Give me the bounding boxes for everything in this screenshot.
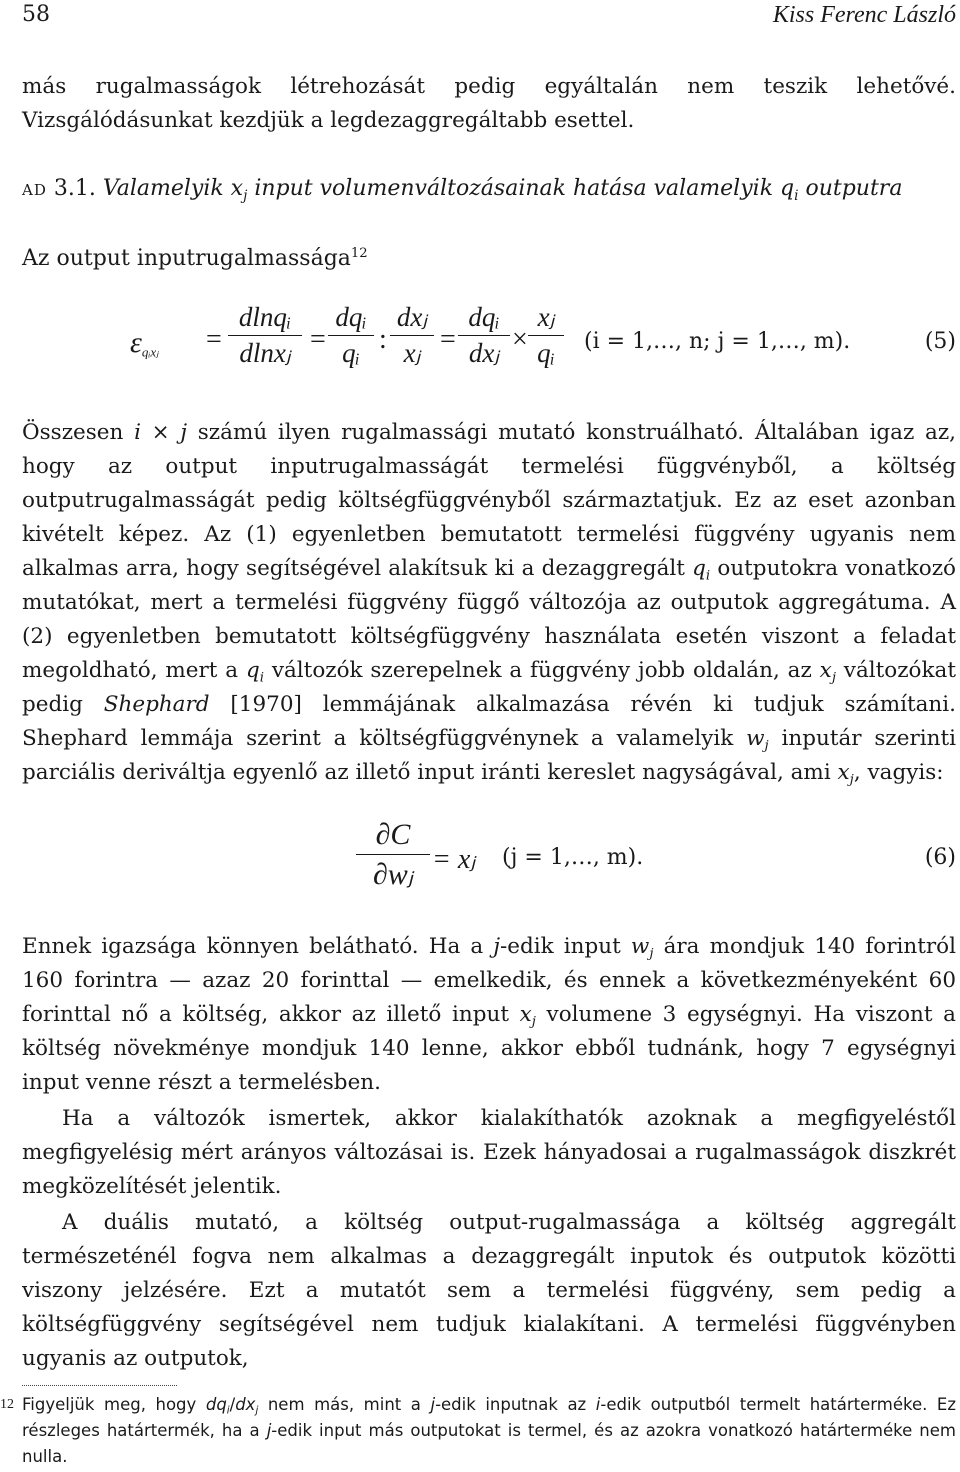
eq5-fraction-3: dxⱼ xⱼ (390, 302, 434, 369)
eq5-number: (5) (924, 329, 956, 354)
eq5-epsilon: $\varepsilon_{qᵢxⱼ}$ (130, 326, 159, 360)
eq6-number: (6) (924, 845, 956, 870)
intro-paragraph: más rugalmasságok létrehozását pedig egyáltalán nem teszik lehetővé. Vizsgálódásunkat kezdjük a legdezaggregáltabb esettel. (22, 74, 956, 133)
equation-6 (22, 818, 956, 908)
footnote-ref: 12 (350, 246, 368, 262)
footnote-divider (22, 1385, 177, 1386)
paragraph-4: A duális mutató, a költség output-rugalmassága a költség aggregált természeténél fogva nem alkalmas a dezaggregált inputok és outputok közötti viszony jelzésére. Ezt a mutatót sem a termelési függvény, sem pedig a költségfüggvény segítségével nem tudjuk kialakítani. A termelési függvényben ugyanis az outputok, (22, 1210, 956, 1371)
footnote-12: 12 Figyeljük meg, hogy $dq_i/dx_j$ nem más, mint a j-edik inputnak az i-edik outputból termelt határterméke. Ez részleges határtermék, ha a j-edik input más outputokat is termel, és az azokra vonatkozó határterméke nem nulla. (22, 1392, 956, 1470)
running-head-author: Kiss Ferenc László (772, 2, 956, 28)
section-title: Valamelyik $x_j$ input volumenváltozásainak hatása valamelyik $q_i$ outputra (102, 176, 903, 204)
eq5-condition: (i = 1,…, n; j = 1,…, m). (584, 329, 851, 354)
paragraph-3: Ha a változók ismertek, akkor kialakíthatók azoknak a megfigyeléstől megfigyelésig mért arányos változásai is. Ezek hányadosai a rugalmasságok diszkrét megközelítését jelentik. (22, 1106, 956, 1199)
eq5-fraction-1: dlnqᵢ dlnxⱼ (228, 302, 302, 369)
section-heading (22, 176, 903, 204)
eq6-fraction: ∂C ∂wⱼ (356, 818, 430, 892)
eq6-rhs: = xⱼ (432, 844, 476, 875)
footnote-mark: 12 (0, 1397, 14, 1412)
page-header (22, 2, 956, 32)
section-number: 3.1. (53, 176, 96, 201)
eq5-fraction-4: dqᵢ dxⱼ (458, 302, 510, 369)
paragraph-2: Ennek igazsága könnyen belátható. Ha a j-edik input $w_j$ ára mondjuk 140 forintról 160 forintra — azaz 20 forinttal — emelkedik, és ennek a következményeként 60 forinttal nő a költség, akkor az illető input $x_j$ volumene 3 egységnyi. Ha viszont a költség növekménye mondjuk 140 lenne, akkor ebből tudnánk, hogy 7 egységnyi input venne részt a termelésben. (22, 934, 956, 1095)
eq5-fraction-2: dqᵢ qᵢ (328, 302, 374, 369)
section-tag: ad (22, 176, 47, 201)
eq6-condition: (j = 1,…, m). (502, 845, 644, 870)
subheading: Az output inputrugalmassága$^{12}$ (22, 246, 368, 271)
page-number: 58 (22, 2, 50, 27)
equation-5: $\varepsilon_{qᵢxⱼ}$ = dlnqᵢ dlnxⱼ = dqᵢ qᵢ : dxⱼ xⱼ = dqᵢ dxⱼ × xⱼ qᵢ (i = 1,…, n; j = 1,…, m). (5) (130, 302, 956, 368)
paragraph-1: Összesen i × j számú ilyen rugalmassági mutató konstruálható. Általában igaz az, hogy az output inputrugalmasságát termelési függvényből, a költség outputrugalmasságát pedig költségfüggvényből származtatjuk. Ez az eset azonban kivételt képez. Az (1) egyenletben bemutatott termelési függvény ugyanis nem alkalmas arra, hogy segítségével alakítsuk ki a dezaggregált $q_i$ outputokra vonatkozó mutatókat, mert a termelési függvény függő változója az outputok aggregátuma. A (2) egyenletben bemutatott költségfüggvény használata esetén viszont a feladat megoldható, mert a $q_i$ változók szerepelnek a függvény jobb oldalán, az $x_j$ változókat pedig Shephard [1970] lemmájának alkalmazása révén ki tudjuk számítani. Shephard lemmája szerint a költségfüggvénynek a valamelyik $w_j$ inputár szerinti parciális deriváltja egyenlő az illető input iránti kereslet nagyságával, ami $x_j$, vagyis: (22, 420, 956, 788)
eq5-fraction-5: xⱼ qᵢ (528, 302, 564, 369)
